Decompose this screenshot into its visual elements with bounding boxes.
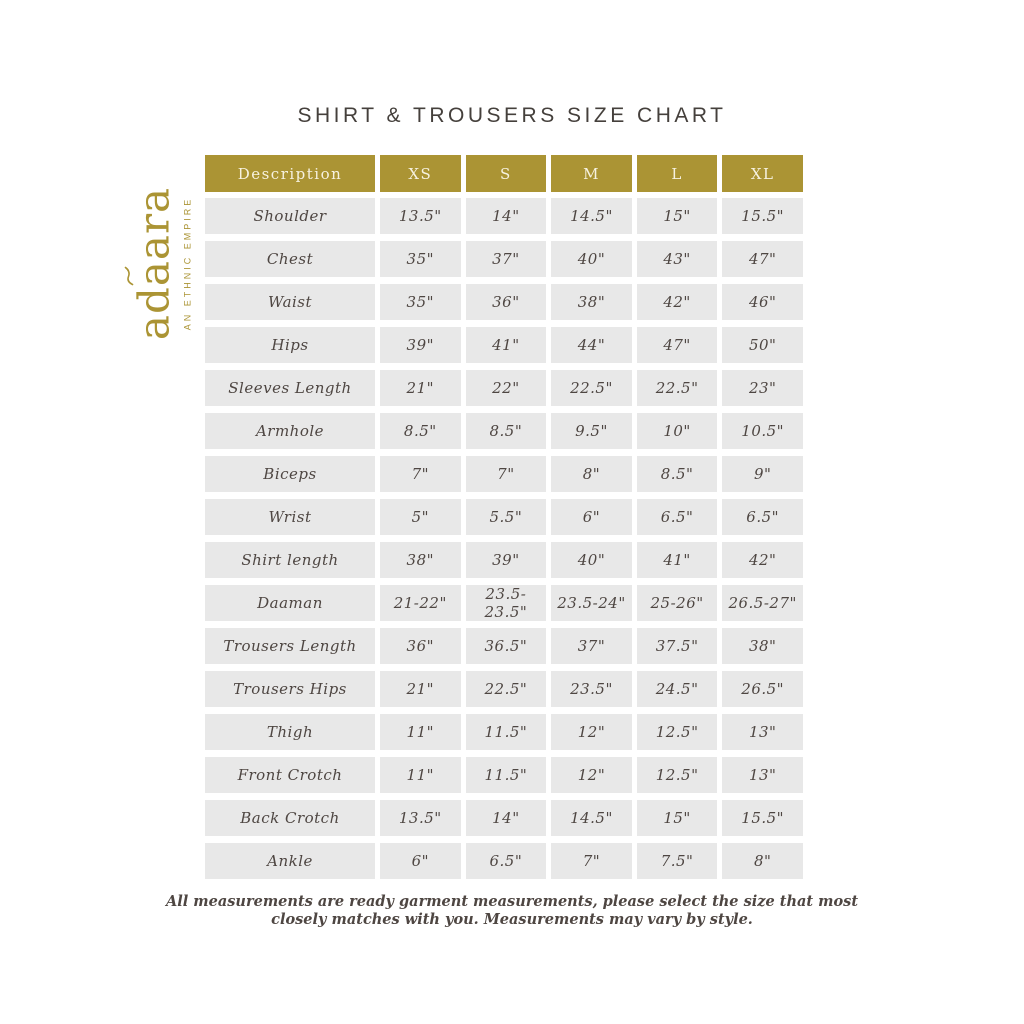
size-value-cell: 6": [551, 499, 632, 535]
size-value-cell: 14": [466, 800, 547, 836]
size-value-cell: 15.5": [722, 800, 803, 836]
size-value-cell: 22.5": [551, 370, 632, 406]
brand-tagline: AN ETHNIC EMPIRE: [182, 196, 193, 331]
size-value-cell: 6.5": [722, 499, 803, 535]
size-value-cell: 6.5": [637, 499, 718, 535]
size-value-cell: 13.5": [380, 198, 461, 234]
size-value-cell: 40": [551, 542, 632, 578]
size-value-cell: 41": [466, 327, 547, 363]
row-label: Trousers Length: [205, 628, 375, 664]
row-label: Trousers Hips: [205, 671, 375, 707]
size-value-cell: 11": [380, 757, 461, 793]
size-value-cell: 23": [722, 370, 803, 406]
size-value-cell: 22": [466, 370, 547, 406]
size-value-cell: 15": [637, 800, 718, 836]
brand-name-prefix: ad: [129, 286, 179, 341]
size-value-cell: 10": [637, 413, 718, 449]
row-label: Sleeves Length: [205, 370, 375, 406]
size-value-cell: 9.5": [551, 413, 632, 449]
size-value-cell: 6": [380, 843, 461, 879]
row-label: Wrist: [205, 499, 375, 535]
brand-name-accent-letter: a: [134, 260, 176, 286]
size-value-cell: 11.5": [466, 757, 547, 793]
size-value-cell: 36": [466, 284, 547, 320]
row-label: Ankle: [205, 843, 375, 879]
brand-name: [129, 154, 179, 374]
size-value-cell: 25-26": [637, 585, 718, 621]
size-value-cell: 5": [380, 499, 461, 535]
size-value-cell: 36": [380, 628, 461, 664]
size-value-cell: 11.5": [466, 714, 547, 750]
row-label: Daaman: [205, 585, 375, 621]
column-header-s: S: [466, 155, 547, 192]
size-value-cell: 42": [637, 284, 718, 320]
size-value-cell: 38": [551, 284, 632, 320]
size-value-cell: 26.5-27": [722, 585, 803, 621]
size-value-cell: 12.5": [637, 757, 718, 793]
size-value-cell: 12.5": [637, 714, 718, 750]
size-value-cell: 35": [380, 284, 461, 320]
size-value-cell: 12": [551, 757, 632, 793]
size-value-cell: 8.5": [637, 456, 718, 492]
column-header-m: M: [551, 155, 632, 192]
size-value-cell: 44": [551, 327, 632, 363]
size-value-cell: 14.5": [551, 800, 632, 836]
size-value-cell: 23.5-24": [551, 585, 632, 621]
size-value-cell: 8.5": [380, 413, 461, 449]
flourish-icon: [125, 265, 135, 285]
size-value-cell: 7.5": [637, 843, 718, 879]
size-value-cell: 7": [380, 456, 461, 492]
size-value-cell: 36.5": [466, 628, 547, 664]
size-value-cell: 15.5": [722, 198, 803, 234]
size-value-cell: 39": [380, 327, 461, 363]
size-value-cell: 6.5": [466, 843, 547, 879]
size-value-cell: 8": [551, 456, 632, 492]
row-label: Back Crotch: [205, 800, 375, 836]
footer-note-line2: closely matches with you. Measurements may vary by style.: [271, 911, 753, 929]
row-label: Waist: [205, 284, 375, 320]
size-value-cell: 35": [380, 241, 461, 277]
size-value-cell: 7": [551, 843, 632, 879]
size-value-cell: 37": [466, 241, 547, 277]
size-value-cell: 14.5": [551, 198, 632, 234]
size-value-cell: 38": [722, 628, 803, 664]
size-value-cell: 5.5": [466, 499, 547, 535]
column-header-description: Description: [205, 155, 375, 192]
size-value-cell: 14": [466, 198, 547, 234]
brand-logo-rotated: [129, 154, 193, 374]
size-value-cell: 10.5": [722, 413, 803, 449]
size-value-cell: 24.5": [637, 671, 718, 707]
size-value-cell: 43": [637, 241, 718, 277]
size-value-cell: 42": [722, 542, 803, 578]
row-label: Shoulder: [205, 198, 375, 234]
size-value-cell: 8": [722, 843, 803, 879]
size-value-cell: 37": [551, 628, 632, 664]
size-value-cell: 38": [380, 542, 461, 578]
size-value-cell: 22.5": [466, 671, 547, 707]
size-value-cell: 39": [466, 542, 547, 578]
size-value-cell: 21": [380, 370, 461, 406]
row-label: Biceps: [205, 456, 375, 492]
size-value-cell: 13": [722, 757, 803, 793]
footer-note: [112, 893, 912, 929]
size-value-cell: 8.5": [466, 413, 547, 449]
size-value-cell: 21": [380, 671, 461, 707]
size-value-cell: 23.5-23.5": [466, 585, 547, 621]
column-header-xs: XS: [380, 155, 461, 192]
size-value-cell: 7": [466, 456, 547, 492]
size-value-cell: 37.5": [637, 628, 718, 664]
size-value-cell: 21-22": [380, 585, 461, 621]
size-value-cell: 47": [722, 241, 803, 277]
page-title: SHIRT & TROUSERS SIZE CHART: [297, 104, 727, 127]
size-value-cell: 26.5": [722, 671, 803, 707]
size-value-cell: 23.5": [551, 671, 632, 707]
size-value-cell: 41": [637, 542, 718, 578]
brand-name-suffix: ara: [129, 186, 179, 261]
size-value-cell: 12": [551, 714, 632, 750]
row-label: Armhole: [205, 413, 375, 449]
size-value-cell: 11": [380, 714, 461, 750]
size-value-cell: 9": [722, 456, 803, 492]
row-label: Chest: [205, 241, 375, 277]
size-value-cell: 13.5": [380, 800, 461, 836]
row-label: Front Crotch: [205, 757, 375, 793]
size-value-cell: 47": [637, 327, 718, 363]
size-value-cell: 50": [722, 327, 803, 363]
size-value-cell: 13": [722, 714, 803, 750]
size-value-cell: 46": [722, 284, 803, 320]
size-value-cell: 15": [637, 198, 718, 234]
size-value-cell: 40": [551, 241, 632, 277]
column-header-xl: XL: [722, 155, 803, 192]
column-header-l: L: [637, 155, 718, 192]
row-label: Hips: [205, 327, 375, 363]
footer-note-line1: All measurements are ready garment measurements, please select the size that most: [165, 893, 859, 910]
row-label: Thigh: [205, 714, 375, 750]
size-table: [205, 155, 803, 879]
size-value-cell: 22.5": [637, 370, 718, 406]
row-label: Shirt length: [205, 542, 375, 578]
